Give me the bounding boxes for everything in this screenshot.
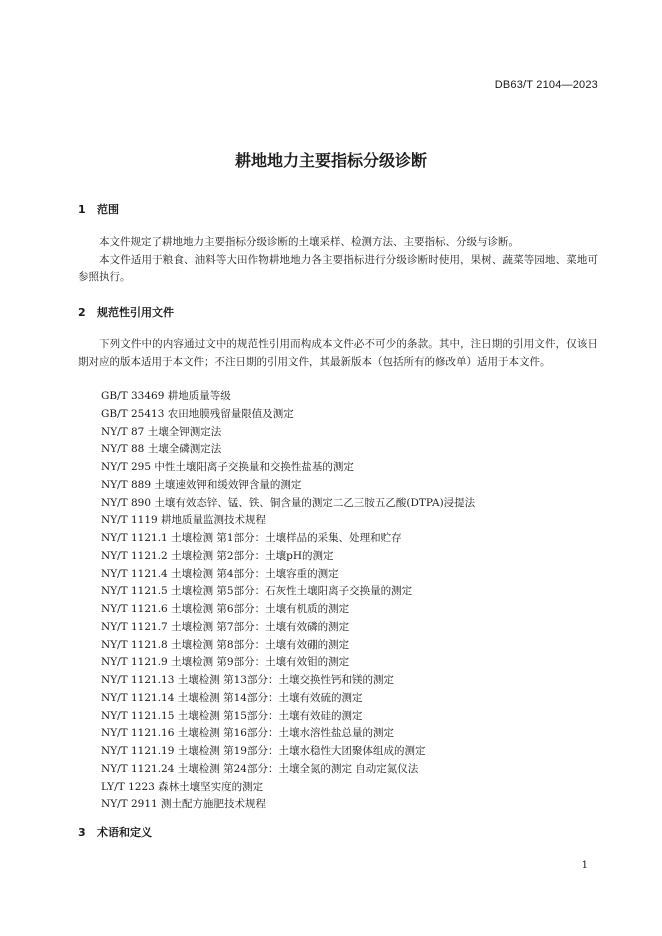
reference-item: NY/T 1121.6 土壤检测 第6部分：土壤有机质的测定 xyxy=(101,603,350,615)
reference-item: NY/T 1121.4 土壤检测 第4部分：土壤容重的测定 xyxy=(101,567,339,580)
scope-paragraphs xyxy=(78,234,598,287)
reference-item: NY/T 295 中性土壤阳离子交换量和交换性盐基的测定 xyxy=(101,461,354,473)
reference-item: NY/T 1121.5 土壤检测 第5部分：石灰性土壤阳离子交换量的测定 xyxy=(101,585,413,598)
reference-item: NY/T 890 土壤有效态锌、锰、铁、铜含量的测定二乙三胺五乙酸(DTPA)浸提法 xyxy=(101,496,476,509)
reference-item: NY/T 87 土壤全钾测定法 xyxy=(101,425,222,438)
reference-item: NY/T 889 土壤速效钾和缓效钾含量的测定 xyxy=(101,478,302,491)
section-number: 3 xyxy=(78,826,86,839)
section-heading-scope xyxy=(78,201,119,217)
scope-paragraph: 本文件规定了耕地地力主要指标分级诊断的土壤采样、检测方法、主要指标、分级与诊断。 xyxy=(99,236,519,248)
section-number: 2 xyxy=(78,306,86,319)
section-heading-normative xyxy=(78,304,174,320)
reference-item: NY/T 1121.8 土壤检测 第8部分：土壤有效硼的测定 xyxy=(101,638,350,651)
reference-item: LY/T 1223 森林土壤坚实度的测定 xyxy=(101,780,264,793)
section-title: 规范性引用文件 xyxy=(97,306,174,319)
section-heading-terms xyxy=(78,824,152,840)
reference-item: NY/T 1121.14 土壤检测 第14部分：土壤有效硫的测定 xyxy=(101,691,363,704)
reference-item: NY/T 1121.15 土壤检测 第15部分：土壤有效硅的测定 xyxy=(101,709,363,722)
reference-item: NY/T 1121.2 土壤检测 第2部分：土壤pH的测定 xyxy=(101,549,334,562)
section-number: 1 xyxy=(78,203,86,216)
reference-item: NY/T 1121.13 土壤检测 第13部分：土壤交换性钙和镁的测定 xyxy=(101,674,394,686)
reference-list xyxy=(101,388,601,814)
reference-item: GB/T 25413 农田地膜残留量限值及测定 xyxy=(101,407,294,420)
reference-item: GB/T 33469 耕地质量等级 xyxy=(101,390,231,402)
page-number: 1 xyxy=(581,860,588,871)
reference-item: NY/T 1121.7 土壤检测 第7部分：土壤有效磷的测定 xyxy=(101,620,350,633)
reference-item: NY/T 1121.19 土壤检测 第19部分：土壤水稳性大团聚体组成的测定 xyxy=(101,745,426,757)
reference-item: NY/T 2911 测土配方施肥技术规程 xyxy=(101,798,267,811)
scope-paragraph: 本文件适用于粮食、油料等大田作物耕地地力各主要指标进行分级诊断时使用，果树、蔬菜等园地、菜地可参照执行。 xyxy=(78,253,598,283)
normative-intro xyxy=(78,336,598,371)
reference-item: NY/T 1121.9 土壤检测 第9部分：土壤有效钼的测定 xyxy=(101,656,350,669)
reference-item: NY/T 88 土壤全磷测定法 xyxy=(101,443,222,456)
section-title: 范围 xyxy=(97,203,119,216)
reference-item: NY/T 1121.24 土壤检测 第24部分：土壤全氮的测定 自动定氮仪法 xyxy=(101,762,419,775)
intro-paragraph: 下列文件中的内容通过文中的规范性引用而构成本文件必不可少的条款。其中，注日期的引用文件，仅该日期对应的版本适用于本文件；不注日期的引用文件，其最新版本（包括所有的修改单）适用于本文件。 xyxy=(78,338,598,368)
standard-code: DB63/T 2104—2023 xyxy=(494,79,598,91)
reference-item: NY/T 1121.1 土壤检测 第1部分：土壤样品的采集、处理和贮存 xyxy=(101,532,402,544)
reference-item: NY/T 1119 耕地质量监测技术规程 xyxy=(101,514,267,527)
document-title: 耕地地力主要指标分级诊断 xyxy=(234,151,427,170)
section-title: 术语和定义 xyxy=(97,826,152,839)
reference-item: NY/T 1121.16 土壤检测 第16部分：土壤水溶性盐总量的测定 xyxy=(101,727,394,740)
